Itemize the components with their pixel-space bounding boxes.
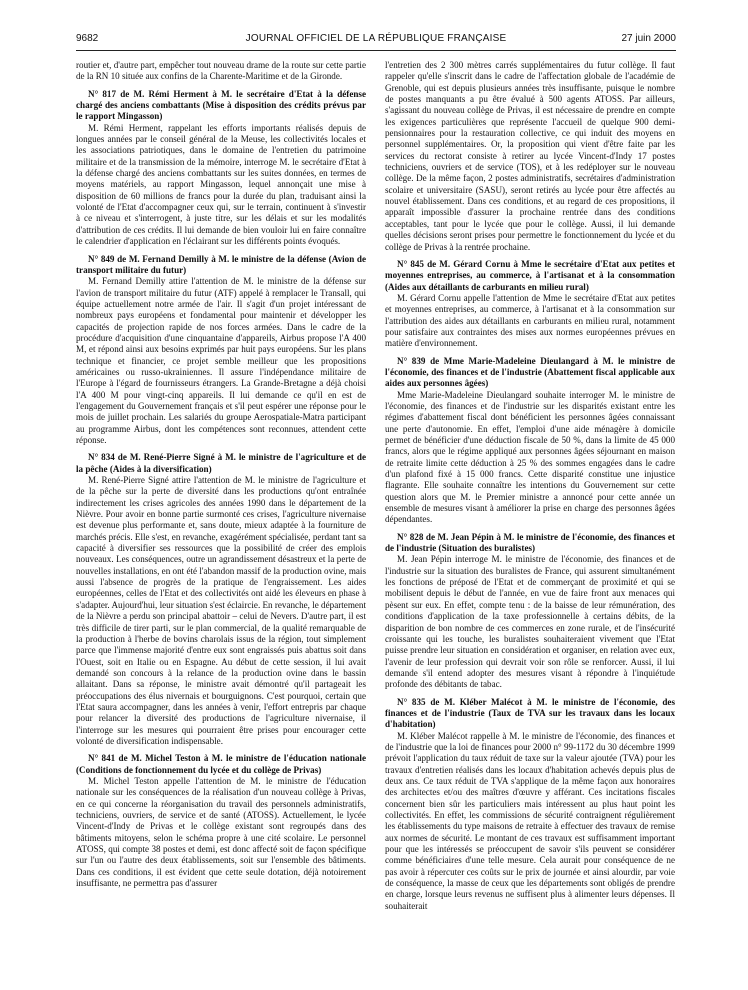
right-column [385,60,675,912]
question-body: M. Fernand Demilly attire l'attention de M. le ministre de la défense sur l'avion de transport militaire du futur (ATF) appelé à remplacer le Transall, qui équipe actuellement notre armée de l'air. Il s'agit d'un projet intéressant de nombreux pays européens et fondamental pour maintenir et développer les capacités de projection rapide de nos forces armées. Dans le cadre de la procédure d'acquisition d'une cinquantaine d'appareils, Airbus propose l'A 400 M, et répond ainsi aux besoins exprimés par huit pays européens. Sur les plans technique et financier, ce projet semble meilleur que les propositions américaines ou russo-ukrainiennes. Il assure l'indépendance militaire de l'Europe à l'égard de fournisseurs étrangers. La Grande-Bretagne a déjà choisi l'A 400 M pour vingt-cinq appareils. Il lui demande ce qu'il en est de l'engagement du Gouvernement français et s'il peut espérer une réponse pour le mois de juillet prochain. Les salariés du groupe Aerospatiale-Matra participant au programme Airbus, dont les compétences sont reconnues, attendent cette réponse. [76,276,366,445]
question-841 [76,753,366,889]
intro-paragraph: routier et, d'autre part, empêcher tout nouveau drame de la route sur cette partie de la RN 10 située aux confins de la Charente-Maritime et de la Gironde. [76,60,366,82]
page-number: 9682 [76,33,99,44]
question-834 [76,452,366,747]
question-number: N° 845 [397,258,424,269]
question-title: de M. Kléber Malécot à M. le ministre de l'économie, des finances et de l'industrie (Taux de TVA sur les travaux dans les locaux d'habitation) [385,696,675,730]
question-heading [76,753,366,776]
question-number: N° 841 [88,753,116,764]
question-number: N° 835 [397,696,426,707]
header-rule [76,50,676,51]
question-heading [385,356,675,390]
question-heading [76,452,366,475]
continuation-paragraph: l'entretien des 2 300 mètres carrés supplémentaires du futur collège. Il faut rappeler qu'elle s'inscrit dans le cadre de l'affectation globale de l'académie de Grenoble, qui est depuis plusieurs années très insuffisante, puisque le nombre de postes manquants a pu être évalué à 500 agents ATOSS. Par ailleurs, s'agissant du nouveau collège de Privas, il est nécessaire de prendre en compte les exigences particulières que représente l'accueil de quelque 900 demi-pensionnaires pour la restauration collective, ce qui induit des moyens en personnel supplémentaires. Or, la proposition qui vient d'être faite par les services du rectorat consiste à retirer au lycée Vincent-d'Indy 17 postes techniciens, ouvriers et de service (TOS), et à les redéployer sur le nouveau collège. De la même façon, 2 postes administratifs, secrétaires d'administration scolaire et universitaire (SASU), seront retirés au lycée pour être affectés au nouvel établissement. Dans ces conditions, et au regard de ces propositions, il apparaît impossible d'assurer la prochaine rentrée dans des conditions acceptables, tant pour le lycée que pour le collège. Aussi, il lui demande quelles décisions seront prises pour permettre le fonctionnement du lycée et du collège de Privas à la rentrée prochaine. [385,60,675,252]
question-817 [76,89,366,248]
question-body: M. Gérard Cornu appelle l'attention de Mme le secrétaire d'Etat aux petites et moyennes entreprises, au commerce, à l'artisanat et à la consommation sur l'attribution des aides aux détaillants en carburants en milieu rural, notamment pour satisfaire aux contraintes des mises aux normes européennes prévues en matière d'environnement. [385,292,675,349]
page-header [76,33,676,47]
question-title: de M. Rémi Herment à M. le secrétaire d'Etat à la défense chargé des anciens combattants (Mise à disposition des crédits prévus par le rapport Mingasson) [76,88,366,122]
question-number: N° 839 [397,355,426,366]
journal-title: JOURNAL OFFICIEL DE LA RÉPUBLIQUE FRANÇAISE [245,33,507,44]
question-849 [76,254,366,447]
question-body: M. Kléber Malécot rappelle à M. le ministre de l'économie, des finances et de l'industrie que la loi de finances pour 2000 n° 99-1172 du 30 décembre 1999 prévoit l'application du taux réduit de taxe sur la valeur ajoutée (TVA) pour les travaux d'entretien réalisés dans les locaux d'habitation achevés depuis plus de deux ans. Ce taux réduit de TVA s'applique de la même façon aux honoraires des architectes et/ou des maîtres d'œuvre y afférant. Ces incitations fiscales concernent bien sûr les particuliers mais intéressent au plus haut point les collectivités. En effet, les commissions de sécurité contraignent régulièrement les établissements du type maisons de retraite à effectuer des travaux de remise aux normes de sécurité. Le montant de ces travaux est suffisamment important pour que les intéressés se préoccupent de savoir s'ils peuvent se considérer comme bénéficiaires d'une telle mesure. Cela aurait pour conséquence de ne pas avoir à répercuter ces coûts sur le prix de journée et ainsi alourdir, par voie de conséquence, la masse de ceux que les départements sont obligés de prendre en charge, lorsque leurs revenus ne suffisent plus à alimenter leurs dépenses. Il souhaiterait [385,730,675,911]
question-title: de Mme Marie-Madeleine Dieulangard à M. le ministre de l'économie, des finances et de l'industrie (Abattement fiscal applicable aux aides aux personnes âgées) [385,355,676,389]
question-title: de M. Fernand Demilly à M. le ministre de la défense (Avion de transport militaire du futur) [76,253,366,275]
question-heading [385,697,675,731]
question-title: de M. Michel Teston à M. le ministre de l'éducation nationale (Conditions de fonctionnement du lycée et du collège de Privas) [76,753,366,775]
question-body: M. Rémi Herment, rappelant les efforts importants réalisés depuis de longues années par le conseil général de la Meuse, les collectivités locales et les associations patriotiques, dans le domaine de l'entretien du patrimoine militaire et de la transmission de la mémoire, interroge M. le secrétaire d'Etat à la défense chargé des anciens combattants sur les suites données, en termes de moyens matériels, au rapport Mingasson, lequel annonçait une mise à disposition de 60 millions de francs pour la durée du plan, traduisant ainsi la volonté de l'Etat d'accompagner ceux qui, sur le terrain, continuent à s'investir à ce niveau et s'interrogent, à juste titre, sur les délais et sur les modalités d'attribution de ces crédits. Il lui demande de bien vouloir lui en faire connaître le calendrier d'application en l'éclairant sur les différents points évoqués. [76,122,366,247]
question-number: N° 828 [397,531,424,542]
question-title: de M. Gérard Cornu à Mme le secrétaire d'Etat aux petites et moyennes entreprises, au commerce, à l'artisanat et à la consommation (Aides aux détaillants de carburants en milieu rural) [385,258,675,292]
question-heading [385,259,675,293]
question-number: N° 849 [88,253,115,264]
question-835 [385,697,675,913]
question-828 [385,532,675,691]
question-heading [76,254,366,277]
question-number: N° 817 [88,88,117,99]
question-845 [385,259,675,350]
left-column [76,60,366,889]
question-body: M. Jean Pépin interroge M. le ministre de l'économie, des finances et de l'industrie sur la situation des buralistes de France, qui assurent simultanément les fonctions de préposé de l'Etat et de commerçant de proximité et qui se mobilisent depuis le début de l'année, en vue de faire front aux menaces qui pèsent sur eux. En effet, compte tenu : de la baisse de leur rémunération, des conditions d'application de la taxe professionnelle à certains débits, de la disparition de bon nombre de ces commerces en zone rurale, et de l'insécurité croissante qui les touche, les buralistes souhaiteraient vivement que l'Etat puisse prendre leur situation en considération et organiser, en relation avec eux, l'avenir de leur profession qui devrait voir son rôle se renforcer. Aussi, il lui demande s'il entend adopter des mesures visant à répondre à l'inquiétude profonde des débitants de tabac. [385,554,675,690]
question-title: de M. René-Pierre Signé à M. le ministre de l'agriculture et de la pêche (Aides à la diversification) [76,452,366,474]
question-heading [76,89,366,123]
question-number: N° 834 [88,452,115,463]
question-839 [385,356,675,526]
issue-date: 27 juin 2000 [621,33,676,44]
question-heading [385,532,675,555]
question-body: M. René-Pierre Signé attire l'attention de M. le ministre de l'agriculture et de la pêche sur la perte de diversité dans les productions qu'ont entraînée indirectement les crises agricoles des années 1990 dans le département de la Nièvre. Pour avoir en bonne partie surmonté ces crises, l'agriculture nivernaise est devenue plus performante et, sans doute, mieux adaptée à la fourniture de marchés précis. Elle s'est, en revanche, exagérément spécialisée, perdant tant sa capacité à diversifier ses ressources que la possibilité de créer des emplois nouveaux. Les conséquences, outre un agrandissement désastreux et la perte de nouvelles installations, en ont été l'abandon massif de la production ovine, mais aussi l'absence de progrès de la pratique de l'engraissement. Les aides européennes, celles de l'Etat et des collectivités ont aidé les éleveurs en phase à s'adapter. Aujourd'hui, leur situation s'est éclaircie. En revanche, le département de la Nièvre a perdu son principal abattoir – celui de Nevers. D'autre part, il est très difficile de tirer parti, sur le plan commercial, de la qualité remarquable de la production à l'herbe de bovins charolais issus de la région, tout simplement parce que l'immense majorité d'entre eux sont engraissés puis abattus soit dans l'Ouest, soit en Italie ou en Espagne. Au début de cette session, il lui avait demandé son concours à la relance de la production ovine dans le bassin allaitant. Dans sa réponse, le ministre avait démontré qu'il partageait les préoccupations des élus nivernais et bourguignons. C'est pourquoi, certain que l'Etat saura accompagner, dans les années à venir, l'effort entrepris par chaque pour relancer la diversité des productions de l'agriculture nivernaise, il l'interroge sur les mesures qui pourraient être prises pour encourager cette volonté de diversification indispensable. [76,475,367,746]
question-body: Mme Marie-Madeleine Dieulangard souhaite interroger M. le ministre de l'économie, des finances et de l'industrie sur les disparités existant entre les régimes d'abattement fiscal dont bénéficient les personnes âgées connaissant une perte d'autonomie. En effet, l'emploi d'une aide ménagère à domicile permet de bénéficier d'une déduction fiscale de 50 %, dans la limite de 45 000 francs, alors que le régime appliqué aux personnes âgées séjournant en maison de retraite limite cette déduction à 25 % des sommes engagées dans le cadre d'un plafond fixé à 15 000 francs. Cette disparité constitue une injustice flagrante. Elle souhaite connaître les intentions du Gouvernement sur cette question alors que M. le Premier ministre a annoncé pour cette année un ensemble de mesures visant à améliorer la prise en charge des personnes âgées dépendantes. [385,389,675,525]
question-body: M. Michel Teston appelle l'attention de M. le ministre de l'éducation nationale sur les conséquences de la réalisation d'un nouveau collège à Privas, en ce qui concerne la réorganisation du travail des personnels administratifs, techniciens, ouvriers, de service et de santé (ATOSS). Actuellement, le lycée Vincent-d'Indy de Privas et le collège existant sont regroupés dans des bâtiments mitoyens, selon le schéma propre à une cité scolaire. Le personnel ATOSS, qui compte 38 postes et demi, est donc affecté soit de façon spécifique sur l'un ou l'autre des deux établissements, soit sur l'ensemble des bâtiments. Dans ces conditions, il est évident que cette seule dotation, déjà notoirement insuffisante, ne permettra pas d'assurer [76,775,366,889]
question-title: de M. Jean Pépin à M. le ministre de l'économie, des finances et de l'industrie (Situation des buralistes) [385,531,675,554]
